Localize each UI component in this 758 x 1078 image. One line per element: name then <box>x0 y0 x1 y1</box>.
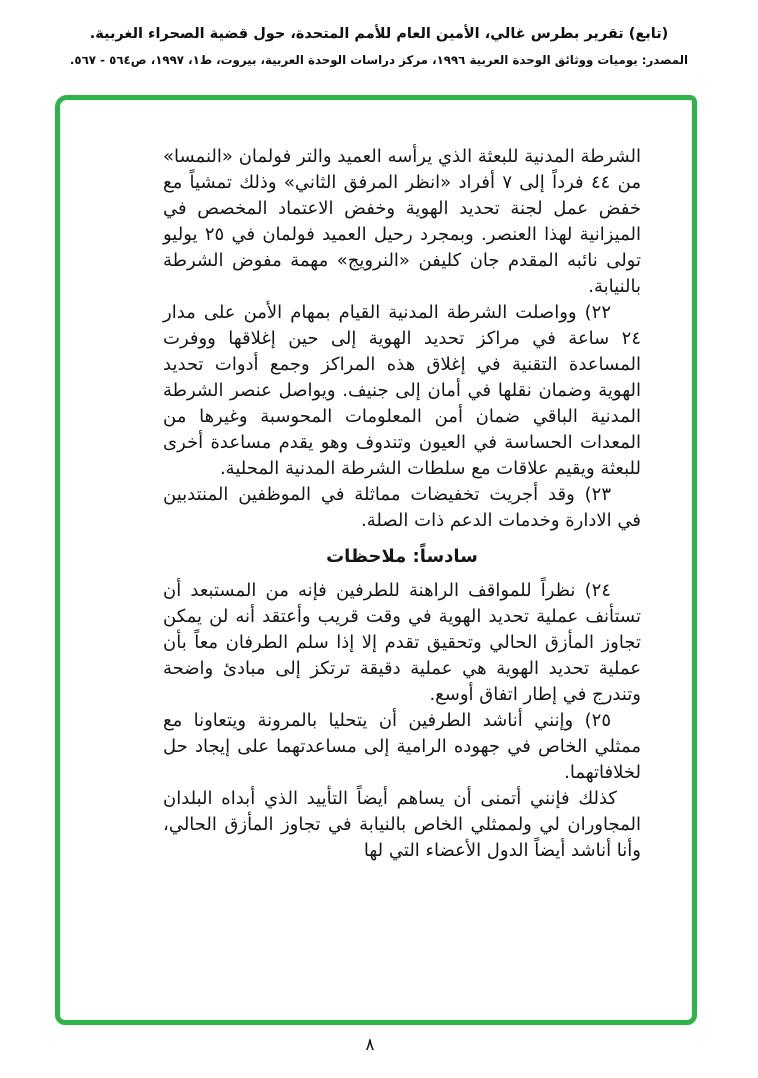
document-header <box>0 24 758 68</box>
document-frame <box>55 95 697 1025</box>
page-footer <box>0 1035 740 1055</box>
paragraph-25: ٢٥) وإنني أناشد الطرفين أن يتحليا بالمرونة ويتعاونا مع ممثلي الخاص في جهوده الرامية إلى مساعدتهما على إيجاد حل لخلافاتهما. <box>163 710 641 783</box>
paragraph-continuation: الشرطة المدنية للبعثة الذي يرأسه العميد والتر فولمان «النمسا» من ٤٤ فرداً إلى ٧ أفراد «انظر المرفق الثاني» وذلك تمشياً مع خفض عمل لجنة تحديد الهوية وخفض الاعتماد المخصص في الميزانية لهذا العنصر. وبمجرد رحيل العميد فولمان في ٢٥ يوليو تولى نائبه المقدم جان كليفن «النرويج» مهمة مفوض الشرطة بالنيابة. <box>163 146 641 297</box>
document-body <box>163 144 641 864</box>
document-title: (تابع) تقرير بطرس غالي، الأمين العام للأمم المتحدة، حول قضية الصحراء الغربية. <box>89 26 669 42</box>
paragraph-22: ٢٢) وواصلت الشرطة المدنية القيام بمهام الأمن على مدار ٢٤ ساعة في مراكز تحديد الهوية إلى حين إغلاقها ووفرت المساعدة التقنية في إغلاق هذه المراكز وجمع أدوات تحديد الهوية وضمان نقلها في أمان إلى جنيف. ويواصل عنصر الشرطة المدنية الباقي ضمان أمن المعلومات المحوسبة وغيرها من المعدات الحساسة في العيون وتندوف وهو يقدم مساعدة أخرى للبعثة ويقيم علاقات مع سلطات الشرطة المدنية المحلية. <box>163 302 641 479</box>
paragraph-closing: كذلك فإنني أتمنى أن يساهم أيضاً التأييد الذي أبداه البلدان المجاوران لي ولممثلي الخاص بالنيابة في تجاوز المأزق الحالي، وأنا أناشد أيضاً الدول الأعضاء التي لها <box>163 788 641 861</box>
paragraph-24: ٢٤) نظراً للمواقف الراهنة للطرفين فإنه من المستبعد أن تستأنف عملية تحديد الهوية في وقت قريب وأعتقد أنه لن يمكن تجاوز المأزق الحالي وتحقيق تقدم إلا إذا سلم الطرفان معاً بأن عملية تحديد الهوية هي عملية دقيقة ترتكز إلى مبادئ واضحة وتندرج في إطار اتفاق أوسع. <box>163 580 641 705</box>
page-number: ٨ <box>365 1035 375 1055</box>
paragraph-23: ٢٣) وقد أجريت تخفيضات مماثلة في الموظفين المنتدبين في الادارة وخدمات الدعم ذات الصلة. <box>163 484 641 531</box>
document-source-line: المصدر: يوميات ووثائق الوحدة العربية ١٩٩٦، مركز دراسات الوحدة العربية، بيروت، ط١، ١٩٩٧، ص٥٦٤ - ٥٦٧. <box>69 53 689 67</box>
section-heading-observations: سادساً: ملاحظات <box>326 546 478 567</box>
